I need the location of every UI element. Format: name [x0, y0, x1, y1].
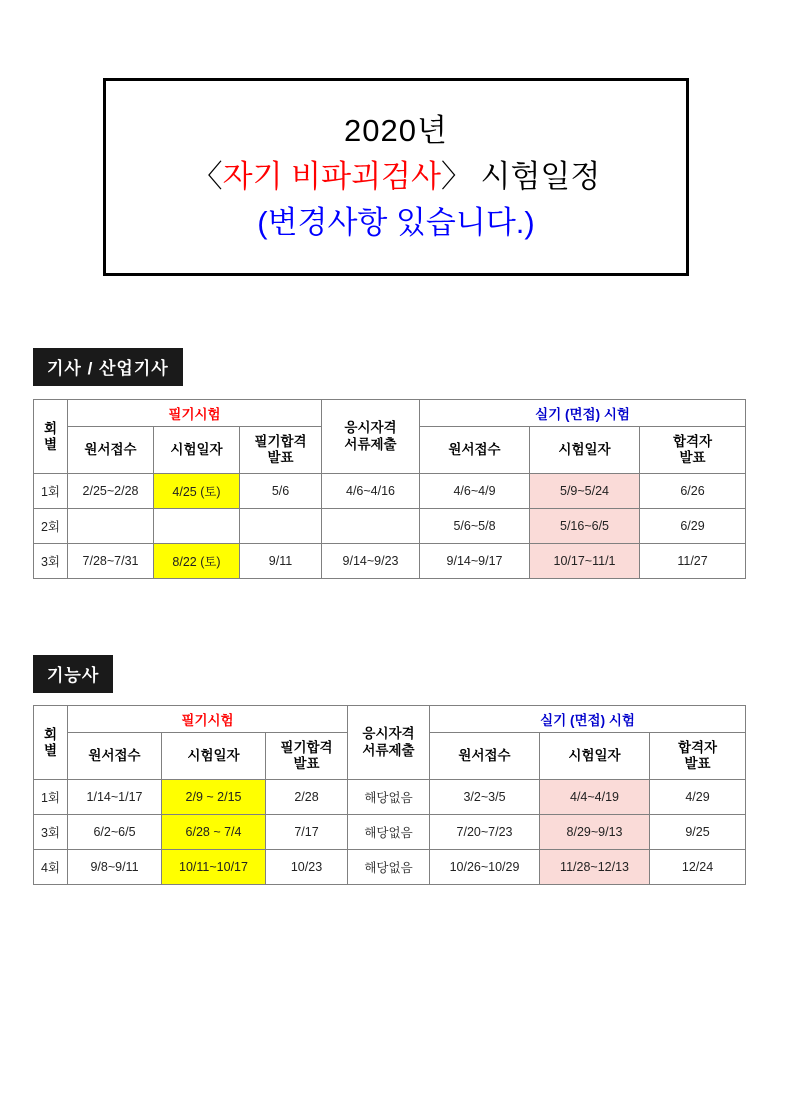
- header-written-result-label: 필기합격 발표: [254, 433, 307, 465]
- table-row: [34, 509, 746, 544]
- cell-written-apply: 7/28~7/31: [68, 544, 154, 579]
- title-bracket-open: 〈: [191, 159, 223, 195]
- header-written-group: 필기시험: [68, 400, 322, 427]
- cell-practical-apply: 9/14~9/17: [420, 544, 530, 579]
- section-label-gisa: 기사 / 산업기사: [33, 348, 183, 386]
- header-eligibility-label: 응시자격 서류제출: [344, 420, 397, 452]
- cell-written-date: 6/28 ~ 7/4: [162, 815, 266, 850]
- cell-practical-apply: 10/26~10/29: [430, 850, 540, 885]
- header-practical-result-label: 합격자 발표: [677, 739, 718, 771]
- cell-written-apply: 9/8~9/11: [68, 850, 162, 885]
- header-eligibility: [348, 706, 430, 780]
- cell-practical-apply: 4/6~4/9: [420, 474, 530, 509]
- cell-practical-result: 6/29: [640, 509, 746, 544]
- header-practical-date: 시험일자: [530, 427, 640, 474]
- cell-written-apply: 1/14~1/17: [68, 780, 162, 815]
- schedule-table-gineungsa: [33, 705, 746, 885]
- cell-practical-date: 10/17~11/1: [530, 544, 640, 579]
- header-written-date: 시험일자: [162, 733, 266, 780]
- header-round: [34, 400, 68, 474]
- header-written-group: 필기시험: [68, 706, 348, 733]
- title-subject-suffix: 〉 시험일정: [440, 159, 601, 195]
- cell-practical-result: 6/26: [640, 474, 746, 509]
- header-practical-group: 실기 (면접) 시험: [430, 706, 746, 733]
- header-practical-result: [640, 427, 746, 474]
- cell-written-date: 10/11~10/17: [162, 850, 266, 885]
- cell-round: 4회: [34, 850, 68, 885]
- header-practical-apply: 원서접수: [430, 733, 540, 780]
- cell-written-result: 5/6: [240, 474, 322, 509]
- cell-round: 3회: [34, 544, 68, 579]
- cell-written-date: 8/22 (토): [154, 544, 240, 579]
- header-round-label: 회 별: [43, 420, 58, 452]
- cell-practical-result: 11/27: [640, 544, 746, 579]
- cell-written-result: [240, 509, 322, 544]
- cell-written-result: 2/28: [266, 780, 348, 815]
- cell-eligibility: 해당없음: [348, 815, 430, 850]
- header-practical-result: [650, 733, 746, 780]
- cell-written-date: [154, 509, 240, 544]
- cell-round: 1회: [34, 780, 68, 815]
- cell-practical-date: 5/9~5/24: [530, 474, 640, 509]
- section-label-gineungsa: 기능사: [33, 655, 113, 693]
- cell-written-date: 4/25 (토): [154, 474, 240, 509]
- table-row: [34, 815, 746, 850]
- header-practical-group: 실기 (면접) 시험: [420, 400, 746, 427]
- cell-practical-result: 12/24: [650, 850, 746, 885]
- cell-eligibility: 해당없음: [348, 780, 430, 815]
- cell-practical-result: 4/29: [650, 780, 746, 815]
- title-year: 2020년: [344, 113, 448, 149]
- cell-eligibility: 해당없음: [348, 850, 430, 885]
- cell-eligibility: 9/14~9/23: [322, 544, 420, 579]
- table-row: [34, 850, 746, 885]
- table-row: [34, 780, 746, 815]
- title-box: [103, 78, 689, 276]
- cell-written-apply: [68, 509, 154, 544]
- cell-eligibility: [322, 509, 420, 544]
- header-eligibility-label: 응시자격 서류제출: [362, 726, 415, 758]
- header-written-apply: 원서접수: [68, 427, 154, 474]
- header-written-date: 시험일자: [154, 427, 240, 474]
- cell-practical-apply: 7/20~7/23: [430, 815, 540, 850]
- cell-practical-date: 5/16~6/5: [530, 509, 640, 544]
- header-written-result-label: 필기합격 발표: [280, 739, 333, 771]
- cell-written-result: 9/11: [240, 544, 322, 579]
- cell-practical-date: 4/4~4/19: [540, 780, 650, 815]
- header-practical-date: 시험일자: [540, 733, 650, 780]
- cell-written-result: 10/23: [266, 850, 348, 885]
- header-written-result: [266, 733, 348, 780]
- header-practical-result-label: 합격자 발표: [672, 433, 713, 465]
- header-eligibility: [322, 400, 420, 474]
- title-subject-name: 자기 비파괴검사: [222, 159, 441, 195]
- cell-round: 1회: [34, 474, 68, 509]
- header-round-label: 회 별: [43, 726, 58, 758]
- cell-written-apply: 2/25~2/28: [68, 474, 154, 509]
- cell-practical-apply: 5/6~5/8: [420, 509, 530, 544]
- header-round: [34, 706, 68, 780]
- cell-round: 2회: [34, 509, 68, 544]
- header-written-apply: 원서접수: [68, 733, 162, 780]
- table-row: [34, 544, 746, 579]
- cell-practical-apply: 3/2~3/5: [430, 780, 540, 815]
- cell-written-result: 7/17: [266, 815, 348, 850]
- cell-practical-date: 11/28~12/13: [540, 850, 650, 885]
- schedule-table-gisa: [33, 399, 746, 579]
- cell-practical-result: 9/25: [650, 815, 746, 850]
- title-notice: (변경사항 있습니다.): [257, 204, 535, 240]
- header-practical-apply: 원서접수: [420, 427, 530, 474]
- header-written-result: [240, 427, 322, 474]
- cell-round: 3회: [34, 815, 68, 850]
- title-subject: [192, 156, 601, 198]
- cell-practical-date: 8/29~9/13: [540, 815, 650, 850]
- table-row: [34, 474, 746, 509]
- cell-written-date: 2/9 ~ 2/15: [162, 780, 266, 815]
- cell-written-apply: 6/2~6/5: [68, 815, 162, 850]
- cell-eligibility: 4/6~4/16: [322, 474, 420, 509]
